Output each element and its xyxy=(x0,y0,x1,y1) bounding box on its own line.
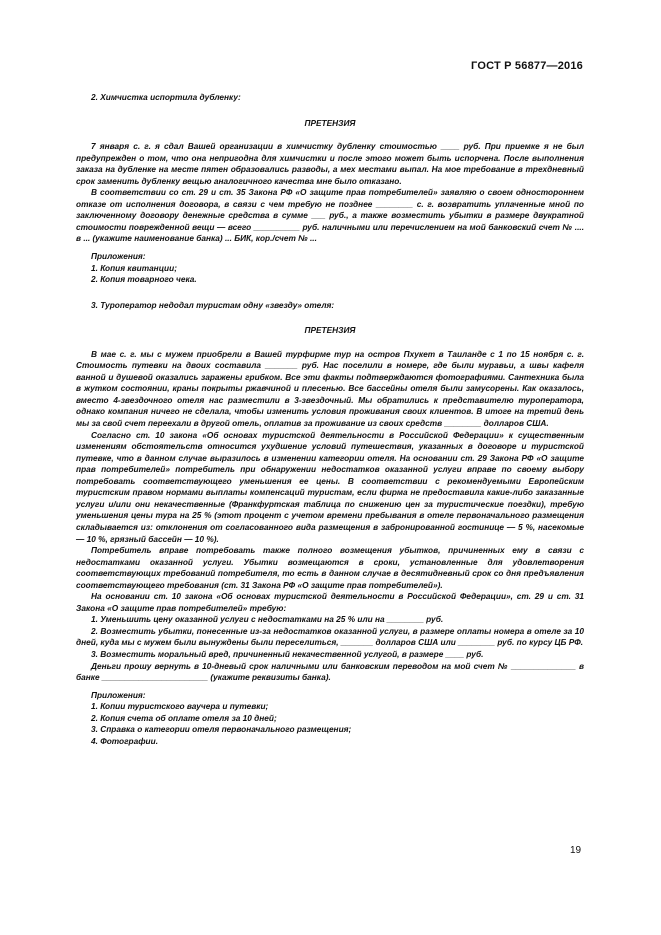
requirement-item: 1. Уменьшить цену оказанной услуги с недостатками на 25 % или на ________ руб. xyxy=(91,614,444,625)
claim-title: ПРЕТЕНЗИЯ xyxy=(304,325,356,336)
attachment-item: 4. Фотографии. xyxy=(91,735,158,746)
standard-header: ГОСТ Р 56877—2016 xyxy=(471,60,583,72)
paragraph: В соответствии со ст. 29 и ст. 35 Закона РФ «О защите прав потребителей» заявляю о своем одностороннем отказе от исполнения договора, в связи с чем требую не позднее ________ с. г. возвратить уплаченные мной по заключенному договору денежные средства в сумме ___ руб., а также возместить убытки в размере двукратной стоимости поврежденной вещи — всего __________ руб. наличными или перечислением на мой банковский счет № .... в ... (укажите наименование банка) ... БИК, кор./счет № ... xyxy=(76,187,584,244)
page-content xyxy=(76,92,584,747)
paragraph: Деньги прошу вернуть в 10-дневый срок наличными или банковским переводом на мой счет № ______________ в банке _______________________ (укажите реквизиты банка). xyxy=(76,660,584,683)
paragraph: Потребитель вправе потребовать также полного возмещения убытков, причиненных ему в связи с недостатками оказанной услуги. Убытки возмещаются в сроки, установленные для удовлетворения соответствующих требований потребителя, то есть в данном случае в десятидневный срок со дня предъявления соответствующего требования (ст. 31 Закона РФ «О защите прав потребителей»). xyxy=(76,545,584,590)
page-number: 19 xyxy=(570,845,582,856)
attachment-item: 3. Справка о категории отеля первоначального размещения; xyxy=(91,724,352,735)
attachments-label: Приложения: xyxy=(91,251,146,262)
requirement-item: 2. Возместить убытки, понесенные из-за недостатков оказанной услуги, в размере оплаты номера в отеле за 10 дней, куда мы с мужем были вынуждены были переселиться, _______ долларов США или ________ руб. по курсу ЦБ РФ. xyxy=(76,625,584,648)
attachment-item: 1. Копия квитанции; xyxy=(91,262,177,273)
attachment-item: 2. Копия товарного чека. xyxy=(91,274,197,285)
requirement-item: 3. Возместить моральный вред, причиненный некачественной услугой, в размере ____ руб. xyxy=(91,648,484,659)
attachment-item: 2. Копия счета об оплате отеля за 10 дней; xyxy=(91,712,277,723)
claim-title: ПРЕТЕНЗИЯ xyxy=(304,117,356,128)
paragraph: 7 января с. г. я сдал Вашей организации в химчистку дубленку стоимостью ____ руб. При приемке я не был предупрежден о том, что она непригодна для химчистки и после этого может быть испорчена. После выполнения заказа на дубленке на месте пятен образовались разводы, а мех местами выпал. На мое требование в трехдневный срок заменить дубленку вещью аналогичного качества мне было отказано. xyxy=(76,141,584,186)
attachments-label: Приложения: xyxy=(91,689,146,700)
paragraph: На основании ст. 10 закона «Об основах туристской деятельности в Российской Федерации», ст. 29 и ст. 31 Закона «О защите прав потребителей» требую: xyxy=(76,591,584,613)
paragraph: В мае с. г. мы с мужем приобрели в Вашей турфирме тур на остров Пхукет в Таиланде с 1 по 15 ноября с. г. Стоимость путевки на двоих составила _______ руб. Нас поселили в номере, где были муравьи, а швы кафеля ванной и душевой оказались заражены грибком. Все эти факты подтверждаются фотографиями. Сантехника была в жутком состоянии, краны покрыты ржавчиной и плесенью. Все бассейны отеля были замусорены. Как оказалось, вместо 4-звездочного отеля нас разместили в 3-звездочный. Мы обратились к представителю туроператора, однако компания ничего не сделала, чтобы изменить условия проживания своих клиентов. В итоге на третий день мы за свой счет переехали в другой отель, оплатив за проживание из своих средств ________ долларов США. xyxy=(76,348,584,429)
attachment-item: 1. Копии туристского ваучера и путевки; xyxy=(91,701,269,712)
section-heading: 3. Туроператор недодал туристам одну «звезду» отеля: xyxy=(91,299,335,310)
section-heading: 2. Химчистка испортила дубленку: xyxy=(91,92,241,102)
paragraph: Согласно ст. 10 закона «Об основах туристской деятельности в Российской Федерации» к существенным изменениям обстоятельств относится ухудшение условий путешествия, указанных в договоре и туристской путевке, что в данном случае выразилось в изменении категории отеля. На основании ст. 29 Закона РФ «О защите прав потребителей» потребитель при обнаружении недостатков оказанной услуги вправе по своему выбору потребовать соответствующего уменьшения ее цены. В соответствии с рекомендуемыми Европейским туристским правом нормами выплаты компенсаций туристам, если фирма не предоставила какие-либо заказанные услуги и/или они некачественные (Франкфуртская таблица по снижению цен за туристические поездки), требую уменьшения цены тура на 25 % (этот процент с учетом времени пребывания в отеле первоначального размещения складывается из: отклонения от согласованного вида размещения в забронированной гостинице — 5 %, насекомые — 10 %, грязный бассейн — 10 %). xyxy=(76,429,584,544)
